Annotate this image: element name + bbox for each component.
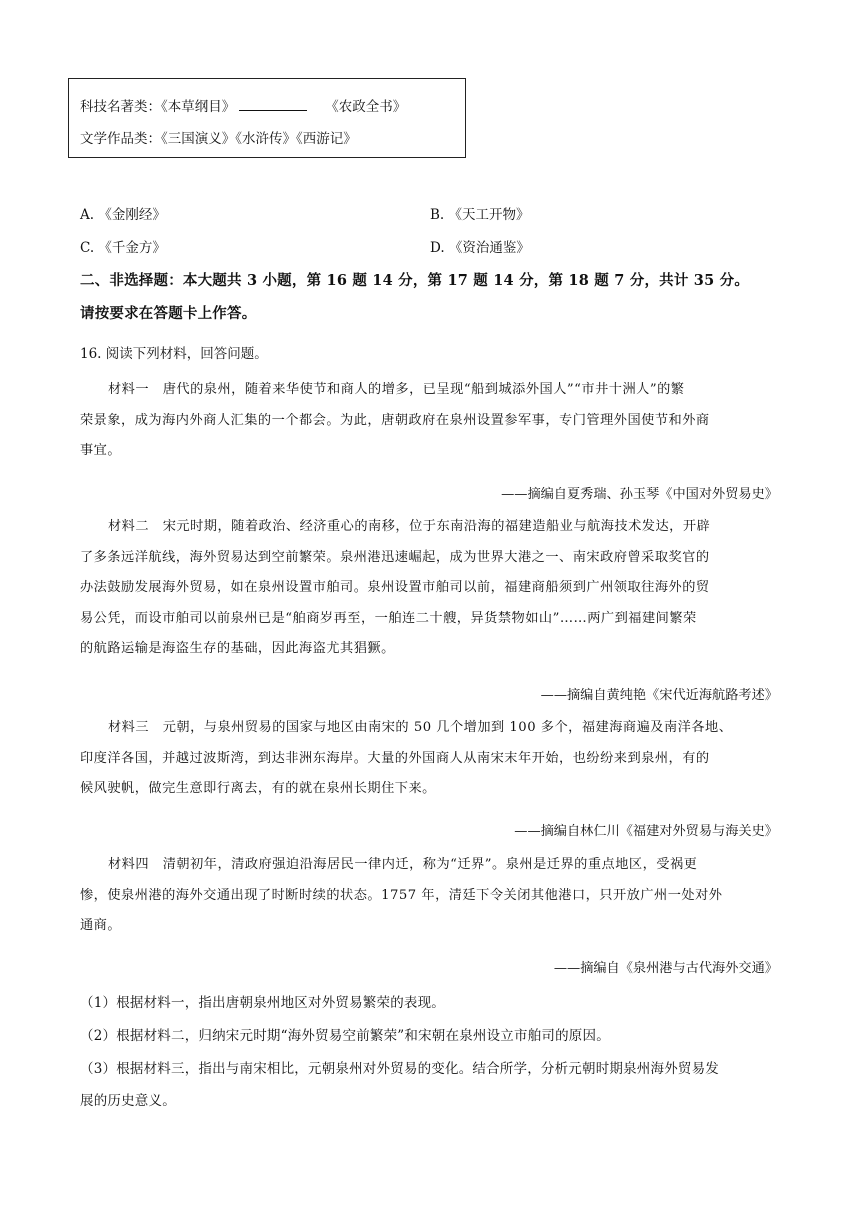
table-row-science-prefix: 科技名著类：《本草纲目》 [80, 99, 236, 115]
material-2-line: 的航路运输是海盗生存的基础，因此海盗尤其猖獗。 [80, 641, 395, 656]
question-16-title: 16. 阅读下列材料，回答问题。 [80, 346, 268, 362]
material-3-line: 候风驶帆，做完生意即行离去，有的就在泉州长期住下来。 [80, 781, 436, 796]
material-2-line: 了多条远洋航线，海外贸易达到空前繁荣。泉州港迅速崛起，成为世界大港之一、南宋政府曾采取奖官的 [80, 549, 710, 565]
section-heading-line2: 请按要求在答题卡上作答。 [80, 305, 257, 322]
material-4 [80, 850, 780, 942]
material-2-source: ——摘编自黄纯艳《宋代近海航路考述》 [540, 688, 778, 703]
sub-question-3-cont: 展的历史意义。 [80, 1093, 176, 1109]
material-3 [80, 713, 780, 805]
section-heading-line1: 二、非选择题：本大题共 3 小题，第 16 题 14 分，第 17 题 14 分，第 18 题 7 分，共计 35 分。 [80, 272, 750, 289]
material-4-source: ——摘编自《泉州港与古代海外交通》 [553, 961, 778, 976]
sub-question-1: （1）根据材料一，指出唐朝泉州地区对外贸易繁荣的表现。 [80, 995, 445, 1011]
material-1-source: ——摘编自夏秀瑞、孙玉琴《中国对外贸易史》 [501, 487, 778, 502]
material-4-line: 材料四 清朝初年，清政府强迫沿海居民一律内迁，称为“迁界”。泉州是迁界的重点地区，受祸更 [108, 857, 698, 872]
option-a: A. 《金刚经》 [80, 207, 166, 223]
material-3-source: ——摘编自林仁川《福建对外贸易与海关史》 [514, 824, 778, 839]
table-row-science-suffix: 《农政全书》 [325, 99, 407, 115]
option-c: C. 《千金方》 [80, 240, 166, 256]
material-1 [80, 375, 780, 467]
sub-question-3: （3）根据材料三，指出与南宋相比，元朝泉州对外贸易的变化。结合所学，分析元朝时期泉州海外贸易发 [80, 1061, 719, 1077]
material-2-line: 材料二 宋元时期，随着政治、经济重心的南移，位于东南沿海的福建造船业与航海技术发达，开辟 [108, 519, 711, 534]
material-1-line: 荣景象，成为海内外商人汇集的一个都会。为此，唐朝政府在泉州设置参军事，专门管理外国使节和外商 [80, 412, 710, 428]
material-2 [80, 512, 780, 665]
table-row-literature: 文学作品类：《三国演义》《水浒传》《西游记》 [80, 131, 357, 147]
option-b: B. 《天工开物》 [430, 207, 530, 223]
material-1-line: 材料一 唐代的泉州，随着来华使节和商人的增多，已呈现“船到城添外国人”“市井十洲人”的繁 [108, 382, 685, 397]
answer-blank [239, 98, 307, 111]
material-4-line: 惨，使泉州港的海外交通出现了时断时续的状态。1757 年，清廷下令关闭其他港口，只开放广州一处对外 [80, 887, 723, 903]
material-3-line: 材料三 元朝，与泉州贸易的国家与地区由南宋的 50 几个增加到 100 多个，福建海商遍及南洋各地、 [108, 720, 733, 735]
table-row-science [80, 95, 406, 115]
material-2-line: 易公凭，而设市舶司以前泉州已是“舶商岁再至，一舶连二十艘，异货禁物如山”……两广到福建间繁荣 [80, 610, 697, 626]
material-1-line: 事宜。 [80, 443, 122, 458]
option-d: D. 《资治通鉴》 [430, 240, 530, 256]
sub-question-2: （2）根据材料二，归纳宋元时期“海外贸易空前繁荣”和宋朝在泉州设立市舶司的原因。 [80, 1028, 610, 1044]
material-3-line: 印度洋各国，并越过波斯湾，到达非洲东海岸。大量的外国商人从南宋末年开始，也纷纷来到泉州，有的 [80, 750, 710, 766]
material-2-line: 办法鼓励发展海外贸易，如在泉州设置市舶司。泉州设置市舶司以前，福建商船须到广州领取往海外的贸 [80, 580, 710, 595]
material-4-line: 通商。 [80, 918, 122, 933]
